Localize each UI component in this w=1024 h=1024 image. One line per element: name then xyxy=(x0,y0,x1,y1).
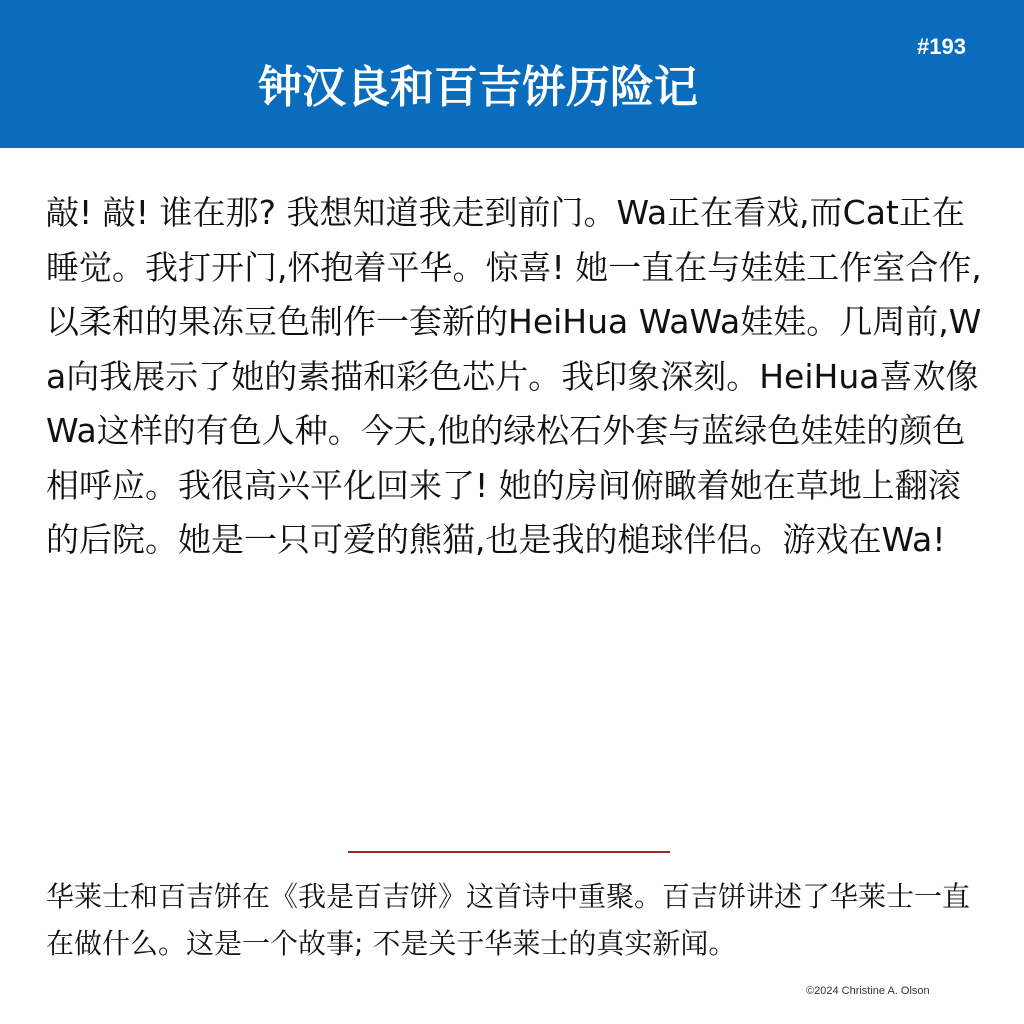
header-banner xyxy=(0,0,1024,148)
copyright-notice: ©2024 Christine A. Olson xyxy=(806,985,930,997)
page-title: 钟汉良和百吉饼历险记 xyxy=(258,62,698,113)
issue-number: #193 xyxy=(917,34,966,59)
footnote-text: 华莱士和百吉饼在《我是百吉饼》这首诗中重聚。百吉饼讲述了华莱士一直在做什么。这是一个故事; 不是关于华莱士的真实新闻。 xyxy=(46,880,971,960)
section-divider xyxy=(348,851,670,853)
story-text: 敲! 敲! 谁在那? 我想知道我走到前门。Wa正在看戏,而Cat正在睡觉。我打开门,怀抱着平华。惊喜! 她一直在与娃娃工作室合作,以柔和的果冻豆色制作一套新的HeiHua WaWa娃娃。几周前,Wa向我展示了她的素描和彩色芯片。我印象深刻。HeiHua喜欢像Wa这样的有色人种。今天,他的绿松石外套与蓝绿色娃娃的颜色相呼应。我很高兴平化回来了! 她的房间俯瞰着她在草地上翻滚的后院。她是一只可爱的熊猫,也是我的槌球伴侣。游戏在Wa! xyxy=(46,193,982,559)
